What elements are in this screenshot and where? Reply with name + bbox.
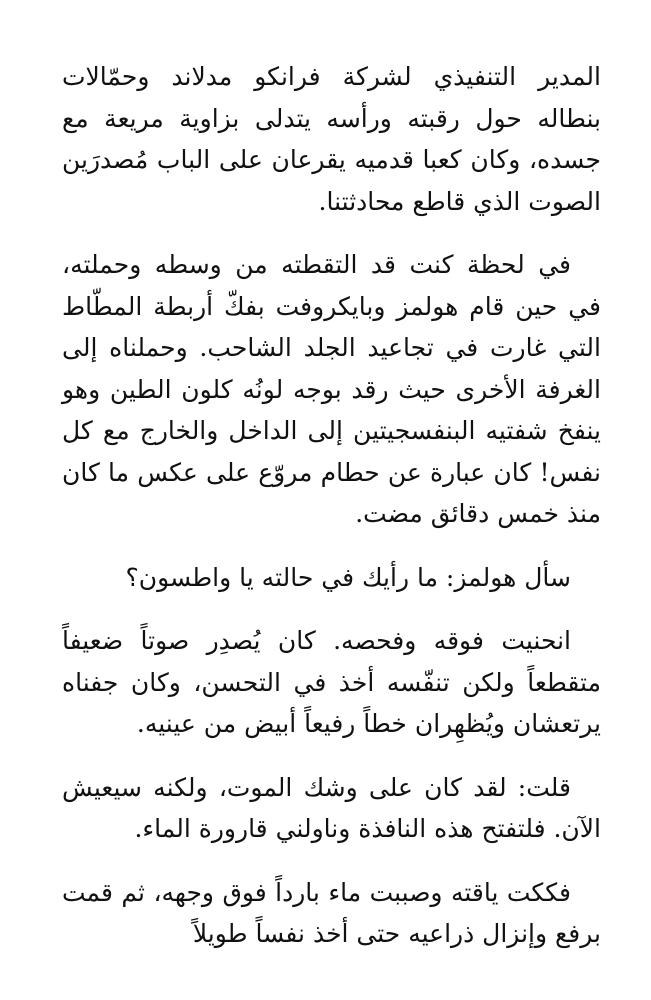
paragraph-4: انحنيت فوقه وفحصه. كان يُصدِر صوتاً ضعيفاً متقطعاً ولكن تنفّسه أخذ في التحسن، وكان جفناه يرتعشان ويُظهِران خطاً رفيعاً أبيض من عينيه. [62, 626, 601, 738]
paragraph-1: المدير التنفيذي لشركة فرانكو مدلاند وحمّالات بنطاله حول رقبته ورأسه يتدلى بزاوية مريعة مع جسده، وكان كعبا قدميه يقرعان على الباب مُصدرَين الصوت الذي قاطع محادثتنا. [62, 62, 601, 216]
paragraph-5: قلت: لقد كان على وشك الموت، ولكنه سيعيش الآن. فلتفتح هذه النافذة وناولني قارورة الماء. [62, 772, 601, 843]
paragraph-6: فككت ياقته وصببت ماء بارداً فوق وجهه، ثم قمت برفع وإنزال ذراعيه حتى أخذ نفساً طويلاً [62, 877, 601, 948]
paragraph-2: في لحظة كنت قد التقطته من وسطه وحملته، في حين قام هولمز وبايكروفت بفكّ أربطة المطّاط التي غارت في تجاعيد الجلد الشاحب. وحملناه إلى الغرفة الأخرى حيث رقد بوجه لونُه كلون الطين وهو ينفخ شفتيه البنفسجيتين إلى الداخل والخارج مع كل نفس! كان عبارة عن حطام مروّع على عكس ما كان منذ خمس دقائق مضت. [62, 250, 601, 528]
paragraph-3: سأل هولمز: ما رأيك في حالته يا واطسون؟ [125, 562, 571, 592]
